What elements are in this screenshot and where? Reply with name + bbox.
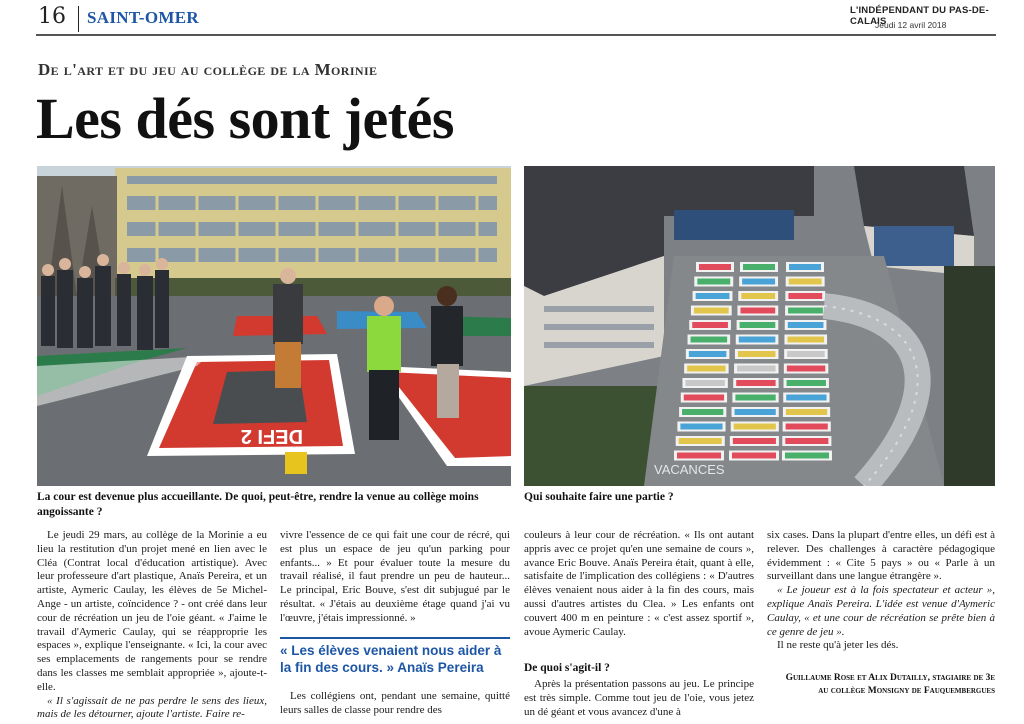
- game-square-fill: [680, 424, 722, 430]
- game-square-fill: [677, 453, 721, 459]
- game-square-fill: [788, 308, 823, 314]
- game-square-fill: [699, 264, 731, 270]
- photo-courtyard-illustration: [37, 166, 511, 486]
- section-title: SAINT-OMER: [87, 8, 199, 27]
- article-column-2: [280, 529, 510, 626]
- newspaper-name: L'INDÉPENDANT DU PAS-DE-CALAIS: [850, 5, 989, 27]
- game-square-fill: [692, 322, 728, 328]
- photo2-caption: Qui souhaite faire une partie ?: [524, 491, 674, 503]
- game-square-fill: [786, 409, 827, 415]
- game-square-fill: [741, 293, 775, 299]
- article-subhead: De quoi s'agit-il ?: [524, 662, 610, 674]
- game-square-fill: [732, 453, 776, 459]
- game-square-fill: [788, 322, 824, 328]
- game-square-fill: [696, 293, 730, 299]
- game-square-fill: [687, 366, 725, 372]
- game-square-fill: [689, 351, 727, 357]
- article-column-1: [37, 529, 267, 722]
- header-rule: [36, 34, 996, 36]
- paragraph: Le jeudi 29 mars, au collège de la Morinie a eu lieu la restitution d'un projet mené en lien avec le Cléa (Contrat local d'éducation artistique). Avec leur professeure d'art plastique, Anaïs Pereira, et un artiste, Aymeric Caulay, les élèves de 5e Michel-Ange - un artiste, coïncidence ? - ont créé dans leur cour de récréation un jeu de l'oie géant. « J'aime le travail d'Aymeric Caulay, qui se réapproprie les espaces », explique l'enseignante. « Ici, la cour avec ses emplacements de rangements pour se rendre dans les classes me semblait appropriée », ajoute-t-elle.: [37, 529, 267, 693]
- game-square-fill: [694, 308, 729, 314]
- game-square-fill: [734, 424, 776, 430]
- game-square-fill: [697, 279, 730, 285]
- signature-school: au collège Monsigny de Fauquembergues: [818, 686, 995, 696]
- game-square-fill: [785, 453, 829, 459]
- game-square-fill: [735, 395, 775, 401]
- paragraph: Il ne reste qu'à jeter les dés.: [777, 639, 899, 652]
- header-separator: [78, 6, 79, 32]
- game-square-fill: [787, 337, 824, 343]
- paragraph: vivre l'essence de ce qui fait une cour de récré, qui est plus un espace de jeu qu'un parking pour enfants... » Et pour évaluer toute la mesure du travail réalisé, il faut prendre un peu de hauteur... Le principal, Eric Bouve, s'est dit subjugué par le résultat. « J'étais au deuxième étage quand j'ai vu l'œuvre, j'étais impressionné. »: [280, 529, 510, 624]
- article-column-3: [524, 529, 754, 639]
- game-square-fill: [684, 395, 724, 401]
- game-square-fill: [786, 395, 826, 401]
- game-square-fill: [740, 322, 776, 328]
- page-number: 16: [38, 4, 66, 29]
- article-kicker: De l'art et du jeu au collège de la Morinie: [38, 60, 378, 79]
- game-square-fill: [733, 438, 776, 444]
- game-square-fill: [682, 409, 723, 415]
- game-square-fill: [787, 351, 825, 357]
- article-title: Les dés sont jetés: [36, 86, 454, 151]
- photo-vacances-label: VACANCES: [654, 462, 725, 477]
- paragraph: Les collégiens ont, pendant une semaine, quitté leurs salles de classe pour rendre des: [280, 690, 510, 716]
- article-column-2-continued: [280, 690, 510, 718]
- game-square-fill: [787, 380, 826, 386]
- game-square-fill: [789, 264, 821, 270]
- game-square-fill: [735, 409, 776, 415]
- article-column-3-continued: [524, 678, 754, 719]
- game-square-fill: [737, 366, 775, 372]
- paragraph: couleurs à leur cour de récréation. « Ils ont autant appris avec ce projet qu'en une semaine de cours », avance Eric Bouve. Anaïs Pereira était, quant à elle, satisfaite de l'implication des collégiens : « D'autres élèves venaient nous aider à la fin des cours, mais aussi d'autres artistes du Clea. » Les enfants ont couvert 400 m en peinture : « c'est assez sportif », avoue Aymeric Caulay.: [524, 529, 754, 638]
- photo-aerial-game-board: [524, 166, 995, 486]
- signature-authors: Guillaume Rose et Alix Dutailly, stagiaire de 3e: [785, 673, 995, 683]
- pull-quote: « Les élèves venaient nous aider à la fin des cours. » Anaïs Pereira: [280, 643, 502, 675]
- game-square-fill: [787, 366, 825, 372]
- issue-date: Jeudi 12 avril 2018: [875, 20, 947, 30]
- photo-courtyard-game: [37, 166, 511, 486]
- paragraph: « Il s'agissait de ne pas perdre le sens des lieux, mais de les détourner, ajoute l'artiste. Faire re-: [37, 694, 267, 721]
- game-square-fill: [785, 438, 828, 444]
- paragraph: Après la présentation passons au jeu. Le principe est très simple. Comme tout jeu de l'oie, vous jetez un dé géant et vous avancez d'une à: [524, 678, 754, 718]
- photo-aerial-illustration: [524, 166, 995, 486]
- game-square-fill: [739, 337, 776, 343]
- game-square-fill: [740, 308, 775, 314]
- paragraph: « Le joueur est à la fois spectateur et acteur », explique Anaïs Pereira. L'idée est venue d'Aymeric Caulay, « et une cour de récréation se prête bien à ce genre de jeu ».: [767, 584, 995, 638]
- game-square-fill: [786, 424, 828, 430]
- photo1-caption: La cour est devenue plus accueillante. De quoi, peut-être, rendre la venue au collège moins angoissante ?: [37, 491, 479, 518]
- photo-board-label: DEFI 2: [240, 425, 303, 447]
- game-square-fill: [738, 351, 776, 357]
- quote-rule-top: [280, 637, 510, 639]
- game-square-fill: [742, 279, 775, 285]
- article-column-4: [767, 529, 995, 653]
- article-signature: [767, 672, 995, 698]
- game-square-fill: [691, 337, 728, 343]
- game-square-fill: [685, 380, 724, 386]
- game-square-fill: [789, 279, 822, 285]
- paragraph: six cases. Dans la plupart d'entre elles, un défi est à relever. Des challenges à caractère pédagogique évidemment : « Cite 5 pays » ou « Parle à un surveillant dans une langue étrangère ».: [767, 529, 995, 583]
- game-square-fill: [743, 264, 775, 270]
- game-square-fill: [679, 438, 722, 444]
- game-square-fill: [736, 380, 775, 386]
- game-square-fill: [788, 293, 822, 299]
